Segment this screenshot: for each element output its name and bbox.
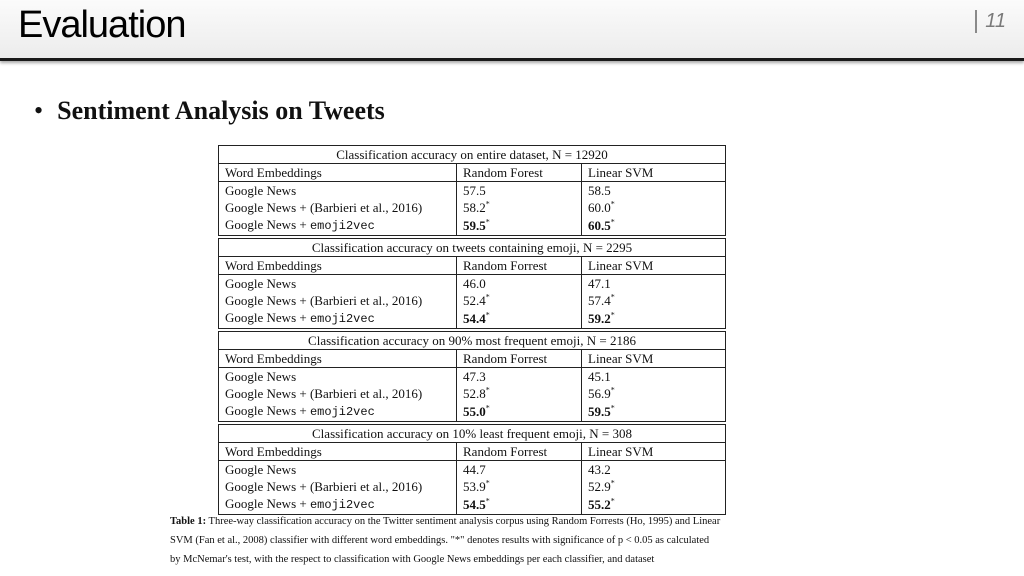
table-title-text: Classification accuracy on 90% most frequent emoji, [308, 333, 587, 348]
embedding-name: Google News + (Barbieri et al., 2016) [225, 386, 423, 401]
embedding-name-code: emoji2vec [309, 498, 375, 512]
random-forest-score: 57.5 [463, 183, 486, 198]
significance-marker: * [610, 310, 615, 320]
random-forest-score: 47.3 [463, 369, 486, 384]
column-header: Random Forest [457, 164, 582, 182]
embedding-name-cell [219, 182, 457, 200]
column-header: Random Forrest [457, 443, 582, 461]
table-row [219, 402, 726, 422]
significance-marker: * [610, 403, 615, 413]
slide-page-number: 11 [975, 10, 1006, 33]
linear-svm-score: 60.0 [588, 200, 611, 215]
significance-marker: * [610, 217, 615, 227]
table-row [219, 309, 726, 329]
caption-line-3: by McNemar's test, with the respect to classification with Google News embeddings per each classifier, and dataset [170, 554, 655, 565]
random-forest-score: 53.9 [463, 479, 486, 494]
slide-title-bar [0, 0, 1024, 61]
embedding-name-cell [219, 199, 457, 216]
results-table [218, 145, 726, 236]
table-title-n: N = 12920 [552, 147, 608, 162]
embedding-name: Google News + (Barbieri et al., 2016) [225, 200, 423, 215]
significance-marker: * [485, 478, 490, 488]
bullet-marker: • [34, 96, 44, 125]
significance-marker: * [610, 385, 615, 395]
random-forest-score: 54.4 [463, 311, 486, 326]
embedding-name: Google News [225, 276, 297, 291]
linear-svm-score: 56.9 [588, 386, 611, 401]
embedding-name-cell [219, 461, 457, 479]
significance-marker: * [485, 496, 490, 506]
results-tables [218, 145, 725, 517]
table-caption [170, 512, 780, 569]
linear-svm-score: 52.9 [588, 479, 611, 494]
random-forest-score: 46.0 [463, 276, 486, 291]
linear-svm-score-cell [582, 292, 726, 309]
random-forest-score-cell [457, 309, 582, 329]
random-forest-score: 52.4 [463, 293, 486, 308]
random-forest-score-cell [457, 385, 582, 402]
random-forest-score-cell [457, 292, 582, 309]
embedding-name-code: emoji2vec [309, 219, 375, 233]
table-row [219, 292, 726, 309]
results-table [218, 331, 726, 422]
table-caption-row [219, 239, 726, 257]
embedding-name-code: emoji2vec [309, 312, 375, 326]
table-row [219, 216, 726, 236]
bullet-text: Sentiment Analysis on Tweets [57, 96, 385, 125]
embedding-name-cell [219, 309, 457, 329]
column-header: Word Embeddings [219, 257, 457, 275]
embedding-name-cell [219, 385, 457, 402]
linear-svm-score: 60.5 [588, 218, 611, 233]
table-caption-row [219, 425, 726, 443]
random-forest-score-cell [457, 199, 582, 216]
embedding-name: Google News + [225, 496, 310, 511]
column-header: Word Embeddings [219, 164, 457, 182]
embedding-name: Google News [225, 369, 297, 384]
random-forest-score: 44.7 [463, 462, 486, 477]
linear-svm-score-cell [582, 461, 726, 479]
embedding-name: Google News + [225, 217, 310, 232]
table-title-n: N = 2295 [582, 240, 633, 255]
random-forest-score-cell [457, 461, 582, 479]
table-row [219, 199, 726, 216]
column-header: Linear SVM [582, 257, 726, 275]
table-title-n: N = 2186 [586, 333, 636, 348]
table-title-text: Classification accuracy on 10% least frequent emoji, [312, 426, 590, 441]
linear-svm-score-cell [582, 216, 726, 236]
linear-svm-score: 55.2 [588, 497, 611, 512]
column-header: Random Forrest [457, 350, 582, 368]
significance-marker: * [485, 199, 490, 209]
bullet-item [34, 96, 385, 126]
embedding-name-cell [219, 292, 457, 309]
linear-svm-score-cell [582, 309, 726, 329]
significance-marker: * [610, 496, 615, 506]
random-forest-score-cell [457, 368, 582, 386]
embedding-name-cell [219, 478, 457, 495]
linear-svm-score: 47.1 [588, 276, 611, 291]
embedding-name: Google News + [225, 310, 310, 325]
embedding-name: Google News + (Barbieri et al., 2016) [225, 293, 423, 308]
random-forest-score-cell [457, 402, 582, 422]
table-title [219, 425, 726, 443]
table-row [219, 461, 726, 479]
significance-marker: * [610, 478, 615, 488]
embedding-name: Google News + [225, 403, 310, 418]
table-row [219, 182, 726, 200]
linear-svm-score-cell [582, 275, 726, 293]
embedding-name: Google News [225, 462, 297, 477]
significance-marker: * [485, 403, 490, 413]
table-header-row [219, 443, 726, 461]
table-title [219, 239, 726, 257]
embedding-name-cell [219, 368, 457, 386]
table-caption-row [219, 146, 726, 164]
table-header-row [219, 350, 726, 368]
column-header: Linear SVM [582, 350, 726, 368]
caption-line-1: Three-way classification accuracy on the Twitter sentiment analysis corpus using Random Forrests (Ho, 1995) and Linear [206, 516, 721, 527]
embedding-name: Google News [225, 183, 297, 198]
linear-svm-score-cell [582, 402, 726, 422]
table-row [219, 275, 726, 293]
random-forest-score: 58.2 [463, 200, 486, 215]
linear-svm-score-cell [582, 199, 726, 216]
table-caption-row [219, 332, 726, 350]
results-table [218, 238, 726, 329]
linear-svm-score-cell [582, 385, 726, 402]
table-header-row [219, 257, 726, 275]
significance-marker: * [485, 292, 490, 302]
slide-title: Evaluation [18, 4, 186, 46]
table-row [219, 368, 726, 386]
random-forest-score: 55.0 [463, 404, 486, 419]
results-table [218, 424, 726, 515]
table-title [219, 146, 726, 164]
linear-svm-score-cell [582, 368, 726, 386]
embedding-name-code: emoji2vec [309, 405, 375, 419]
linear-svm-score: 59.2 [588, 311, 611, 326]
table-row [219, 478, 726, 495]
significance-marker: * [485, 310, 490, 320]
table-title [219, 332, 726, 350]
table-title-text: Classification accuracy on entire dataset, [336, 147, 553, 162]
column-header: Word Embeddings [219, 350, 457, 368]
significance-marker: * [485, 217, 490, 227]
linear-svm-score: 57.4 [588, 293, 611, 308]
linear-svm-score: 58.5 [588, 183, 611, 198]
linear-svm-score-cell [582, 182, 726, 200]
table-header-row [219, 164, 726, 182]
embedding-name: Google News + (Barbieri et al., 2016) [225, 479, 423, 494]
table-row [219, 385, 726, 402]
linear-svm-score-cell [582, 478, 726, 495]
column-header: Linear SVM [582, 164, 726, 182]
linear-svm-score: 59.5 [588, 404, 611, 419]
embedding-name-cell [219, 216, 457, 236]
embedding-name-cell [219, 275, 457, 293]
caption-line-2: SVM (Fan et al., 2008) classifier with different word embeddings. "*" denotes results with significance of p < 0.05 as calculated [170, 535, 710, 546]
table-title-text: Classification accuracy on tweets containing emoji, [311, 240, 583, 255]
random-forest-score: 59.5 [463, 218, 486, 233]
significance-marker: * [610, 292, 615, 302]
linear-svm-score: 43.2 [588, 462, 611, 477]
column-header: Linear SVM [582, 443, 726, 461]
random-forest-score: 54.5 [463, 497, 486, 512]
random-forest-score-cell [457, 216, 582, 236]
random-forest-score-cell [457, 275, 582, 293]
table-title-n: N = 308 [589, 426, 632, 441]
significance-marker: * [485, 385, 490, 395]
column-header: Word Embeddings [219, 443, 457, 461]
column-header: Random Forrest [457, 257, 582, 275]
embedding-name-cell [219, 402, 457, 422]
linear-svm-score: 45.1 [588, 369, 611, 384]
caption-label: Table 1: [170, 516, 207, 527]
random-forest-score-cell [457, 182, 582, 200]
significance-marker: * [610, 199, 615, 209]
random-forest-score: 52.8 [463, 386, 486, 401]
random-forest-score-cell [457, 478, 582, 495]
